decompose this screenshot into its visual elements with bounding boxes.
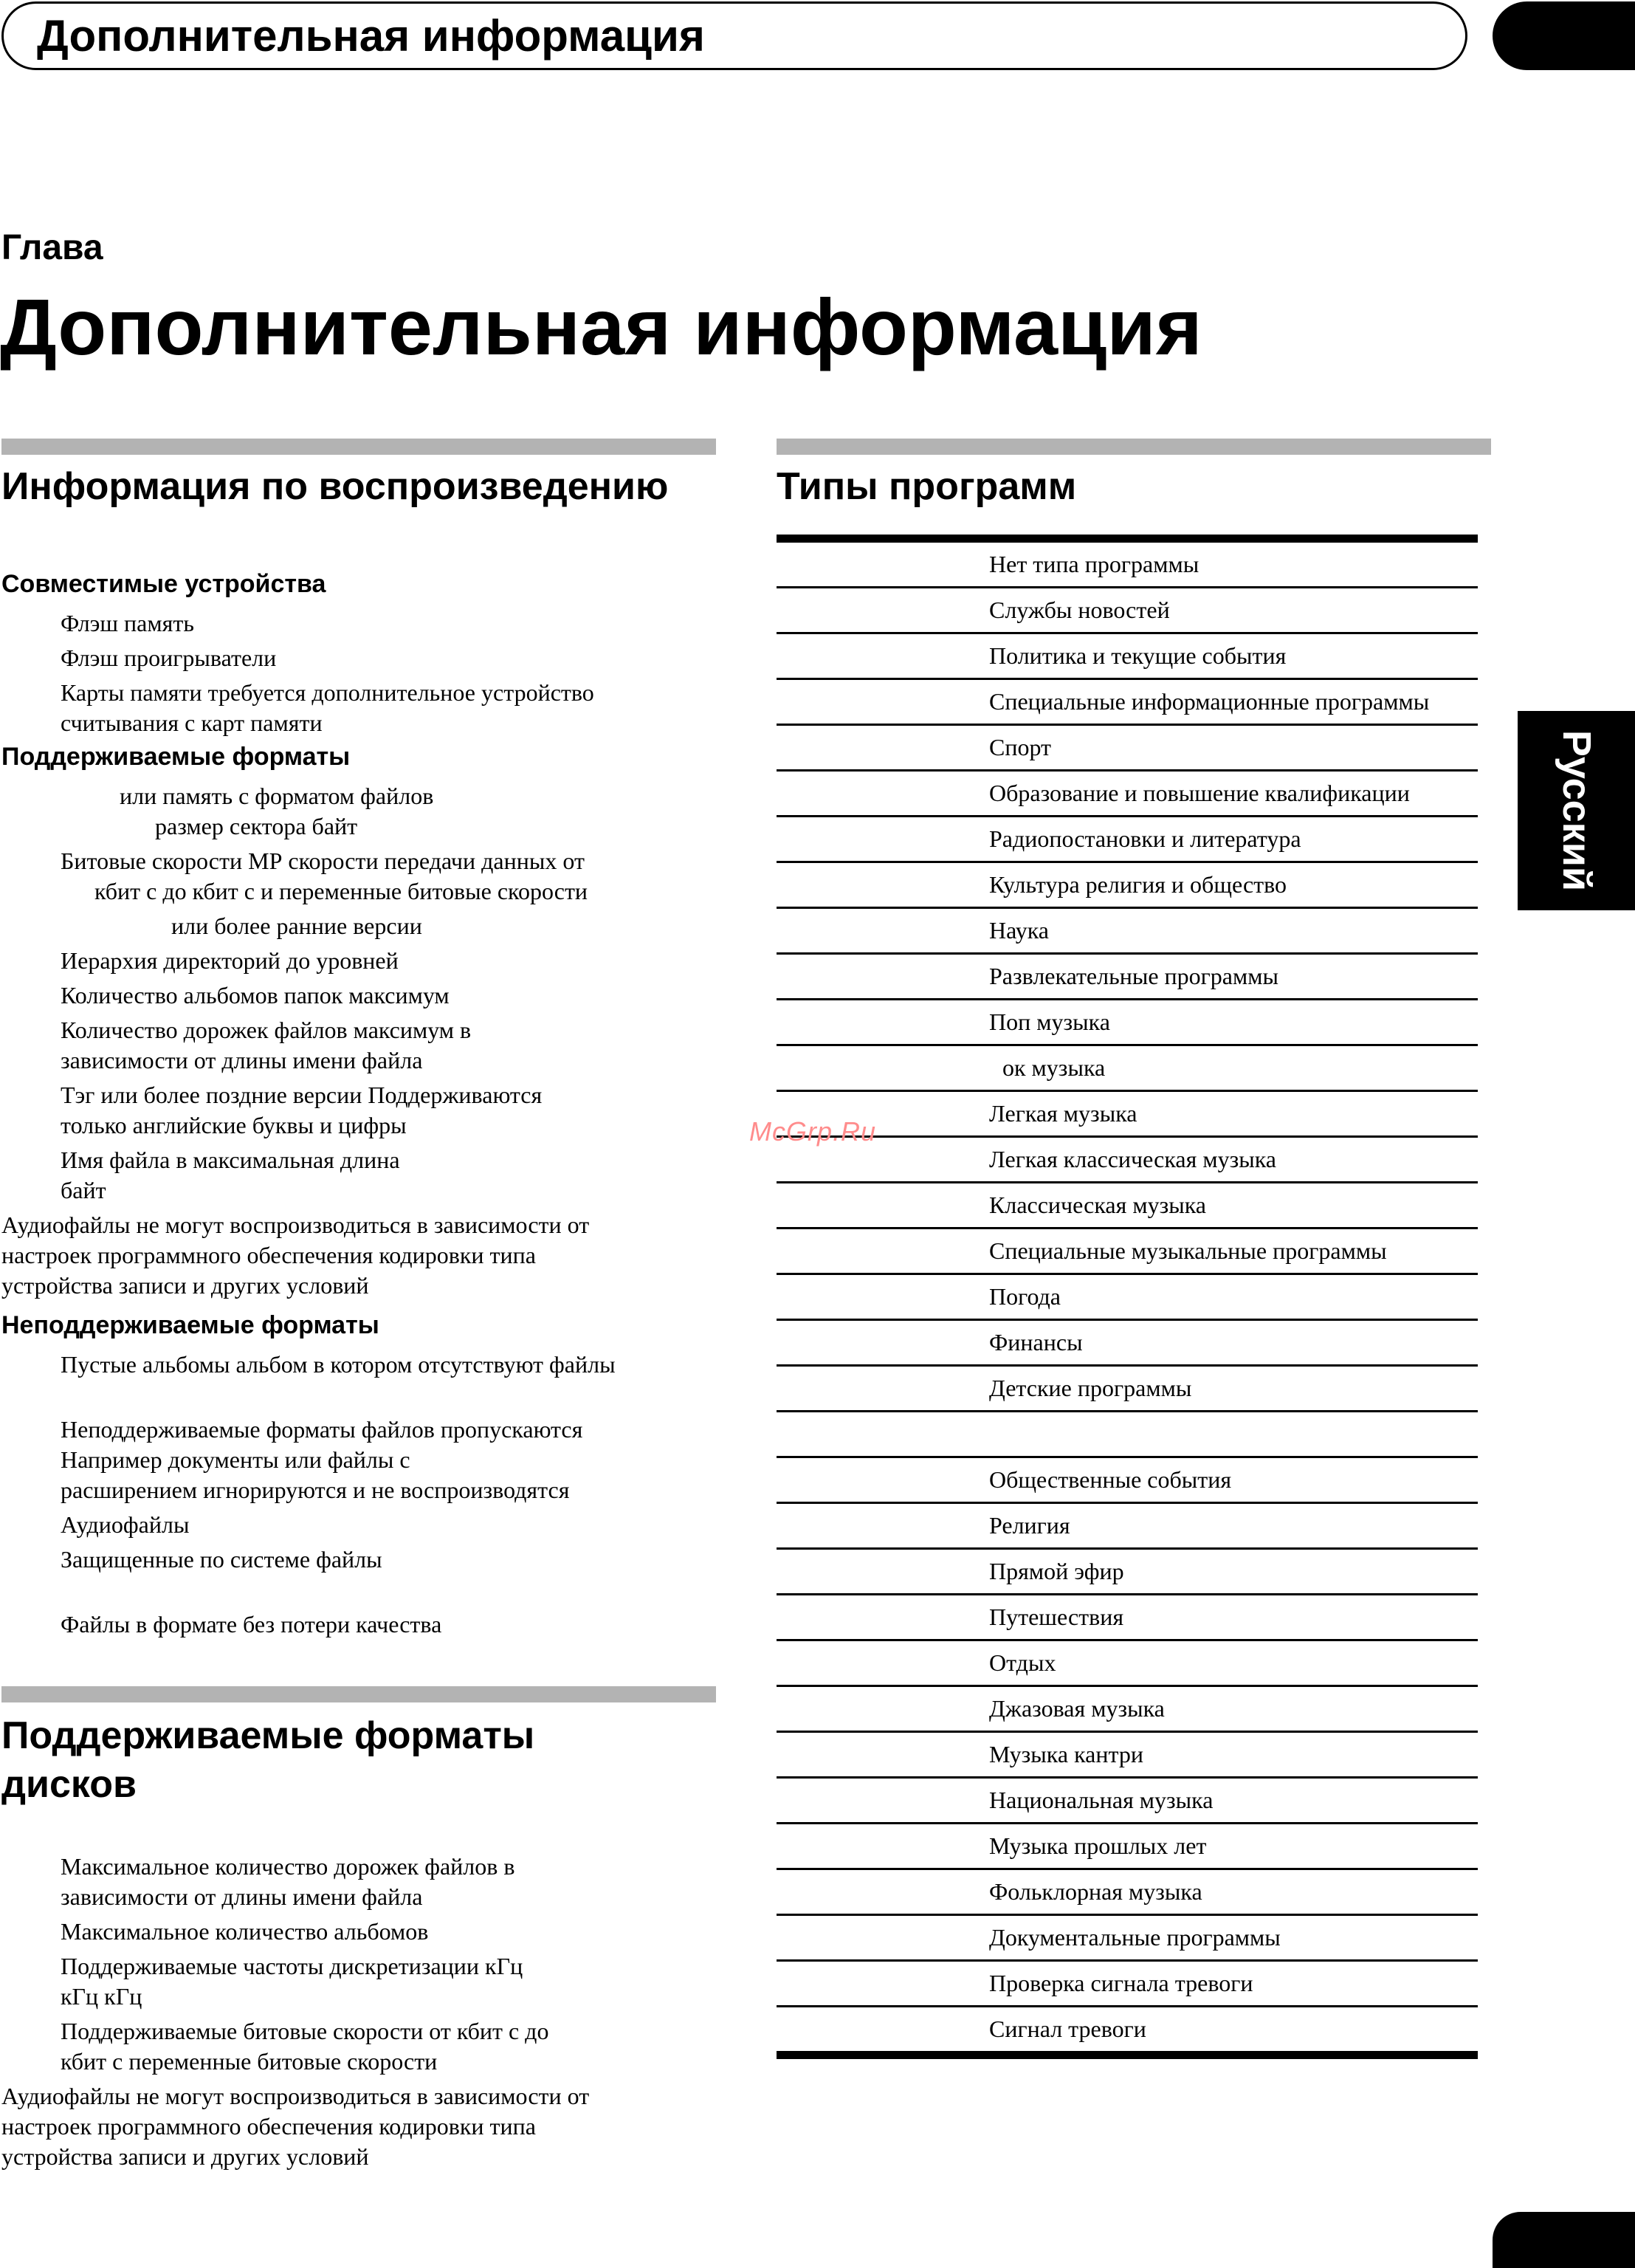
table-row xyxy=(777,1000,1478,1046)
supported-format-line: кбит с до кбит с и переменные битовые скорости xyxy=(94,878,588,904)
page-number-tab xyxy=(1493,2212,1635,2268)
program-type-label: Легкая классическая музыка xyxy=(989,1146,1276,1172)
program-type-label: Религия xyxy=(989,1512,1070,1539)
supported-format-line: Иерархия директорий до уровней xyxy=(61,947,399,974)
table-row xyxy=(777,2007,1478,2051)
program-type-label: Поп музыка xyxy=(989,1008,1110,1035)
program-type-label: Образование и повышение квалификации xyxy=(989,780,1410,806)
disc-format-line: Поддерживаемые битовые скорости от кбит с до xyxy=(61,2018,549,2044)
disc-format-line: кГц кГц xyxy=(61,1983,142,2010)
compatible-device-item: считывания с карт памяти xyxy=(61,709,323,736)
table-row xyxy=(777,1733,1478,1779)
program-type-label: Сигнал тревоги xyxy=(989,2016,1146,2042)
program-type-label: Спорт xyxy=(989,734,1052,760)
unsupported-format-line: Например документы или файлы с xyxy=(61,1446,410,1473)
table-row xyxy=(777,1824,1478,1870)
program-type-label: Общественные события xyxy=(989,1466,1232,1493)
supported-format-line: зависимости от длины имени файла xyxy=(61,1047,423,1073)
section-divider xyxy=(1,439,716,455)
compatible-device-item: Флэш проигрыватели xyxy=(61,645,277,671)
table-row xyxy=(777,680,1478,726)
playback-note-line: настроек программного обеспечения кодировки типа xyxy=(1,1242,536,1268)
table-row xyxy=(777,1870,1478,1916)
program-type-label: Отдых xyxy=(989,1649,1056,1676)
program-type-label: Прямой эфир xyxy=(989,1558,1124,1584)
supported-format-line: Количество альбомов папок максимум xyxy=(61,982,450,1008)
program-type-label: Фольклорная музыка xyxy=(989,1878,1202,1905)
table-top-rule xyxy=(777,535,1478,543)
program-type-label: Путешествия xyxy=(989,1604,1124,1630)
table-bottom-rule xyxy=(777,2051,1478,2059)
table-row xyxy=(777,772,1478,817)
table-row xyxy=(777,1275,1478,1321)
table-row xyxy=(777,1962,1478,2007)
table-row xyxy=(777,1367,1478,1412)
unsupported-formats-title: Неподдерживаемые форматы xyxy=(1,1311,379,1339)
supported-format-line: Количество дорожек файлов максимум в xyxy=(61,1017,472,1043)
unsupported-format-line: Пустые альбомы альбом в котором отсутствуют файлы xyxy=(61,1351,616,1378)
disc-formats-title: дисков xyxy=(1,1763,137,1806)
disc-note-line: Аудиофайлы не могут воспроизводиться в зависимости от xyxy=(1,2083,590,2109)
language-tab-label: Русский xyxy=(1554,729,1599,892)
section-divider xyxy=(1,1686,716,1702)
program-type-label: Музыка кантри xyxy=(989,1741,1143,1767)
table-row xyxy=(777,1595,1478,1641)
supported-format-line: только английские буквы и цифры xyxy=(61,1112,407,1138)
playback-section-title: Информация по воспроизведению xyxy=(1,465,669,508)
program-type-label: Классическая музыка xyxy=(989,1192,1206,1218)
program-type-label: Культура религия и общество xyxy=(989,871,1287,898)
program-type-label: Музыка прошлых лет xyxy=(989,1832,1207,1859)
table-row xyxy=(777,1916,1478,1962)
header-title: Дополнительная информация xyxy=(37,11,705,61)
supported-format-line: байт xyxy=(61,1177,106,1203)
chapter-title: Дополнительная информация xyxy=(0,282,1202,371)
supported-format-line: или более ранние версии xyxy=(171,913,422,939)
table-row xyxy=(777,588,1478,634)
program-type-label: Радиопостановки и литература xyxy=(989,825,1301,852)
program-type-label: Джазовая музыка xyxy=(989,1695,1165,1722)
table-row xyxy=(777,817,1478,863)
disc-note-line: настроек программного обеспечения кодировки типа xyxy=(1,2113,536,2140)
chapter-label: Глава xyxy=(1,228,103,267)
compatible-devices-title: Совместимые устройства xyxy=(1,570,326,598)
table-row xyxy=(777,1321,1478,1367)
disc-formats-title: Поддерживаемые форматы xyxy=(1,1714,535,1757)
program-type-label: Финансы xyxy=(989,1329,1083,1355)
program-type-label: Детские программы xyxy=(989,1375,1192,1401)
program-type-label: Специальные музыкальные программы xyxy=(989,1237,1387,1264)
supported-format-line: Битовые скорости МР скорости передачи данных от xyxy=(61,848,585,874)
disc-note-line: устройства записи и других условий xyxy=(1,2143,369,2170)
program-type-label: Документальные программы xyxy=(989,1924,1281,1951)
table-row xyxy=(777,634,1478,680)
disc-format-line: Максимальное количество дорожек файлов в xyxy=(61,1853,515,1880)
compatible-device-item: Флэш память xyxy=(61,610,194,636)
program-type-label: Погода xyxy=(989,1283,1061,1310)
program-type-label: Проверка сигнала тревоги xyxy=(989,1970,1253,1996)
program-type-label: Легкая музыка xyxy=(989,1100,1137,1127)
supported-format-line: или память с форматом файлов xyxy=(120,783,434,809)
program-type-label: Службы новостей xyxy=(989,597,1170,623)
table-row xyxy=(777,726,1478,772)
program-type-label: Развлекательные программы xyxy=(989,963,1278,989)
unsupported-format-line: Неподдерживаемые форматы файлов пропускаются xyxy=(61,1416,583,1443)
disc-format-line: кбит с переменные битовые скорости xyxy=(61,2048,438,2075)
program-type-label: Наука xyxy=(989,917,1049,944)
playback-note-line: устройства записи и других условий xyxy=(1,1272,369,1299)
program-type-label: ок музыка xyxy=(1002,1054,1106,1081)
table-row xyxy=(777,1687,1478,1733)
table-row xyxy=(777,543,1478,588)
table-row xyxy=(777,1641,1478,1687)
table-row xyxy=(777,1229,1478,1275)
disc-format-line: Поддерживаемые частоты дискретизации кГц xyxy=(61,1953,523,1979)
supported-format-line: размер сектора байт xyxy=(155,813,358,839)
language-tab xyxy=(1518,711,1635,910)
program-type-label: Политика и текущие события xyxy=(989,642,1287,669)
watermark: McGrp.Ru xyxy=(749,1116,877,1147)
program-type-label: Национальная музыка xyxy=(989,1787,1214,1813)
table-row xyxy=(777,1138,1478,1183)
playback-note-line: Аудиофайлы не могут воспроизводиться в зависимости от xyxy=(1,1212,590,1238)
table-row xyxy=(777,1458,1478,1504)
table-row xyxy=(777,1779,1478,1824)
unsupported-format-line: Защищенные по системе файлы xyxy=(61,1546,382,1573)
section-divider xyxy=(777,439,1491,455)
supported-formats-title: Поддерживаемые форматы xyxy=(1,743,351,771)
table-row xyxy=(777,1092,1478,1138)
program-type-label: Специальные информационные программы xyxy=(989,688,1430,715)
program-types-title: Типы программ xyxy=(777,465,1077,508)
supported-format-line: Имя файла в максимальная длина xyxy=(61,1147,400,1173)
table-row xyxy=(777,863,1478,909)
table-row xyxy=(777,909,1478,955)
disc-format-line: зависимости от длины имени файла xyxy=(61,1883,423,1910)
table-row xyxy=(777,1046,1478,1092)
program-types-table xyxy=(777,535,1478,2059)
unsupported-format-line: Файлы в формате без потери качества xyxy=(61,1611,442,1638)
table-row xyxy=(777,1550,1478,1595)
program-type-label: Нет типа программы xyxy=(989,551,1199,577)
table-row xyxy=(777,1183,1478,1229)
table-row xyxy=(777,1504,1478,1550)
table-row xyxy=(777,1412,1478,1458)
compatible-device-item: Карты памяти требуется дополнительное устройство xyxy=(61,679,594,706)
disc-format-line: Максимальное количество альбомов xyxy=(61,1918,429,1945)
table-row xyxy=(777,955,1478,1000)
unsupported-format-line: расширением игнорируются и не воспроизводятся xyxy=(61,1477,570,1503)
header-chapter-tab xyxy=(1493,1,1635,70)
unsupported-format-line: Аудиофайлы xyxy=(61,1511,190,1538)
supported-format-line: Тэг или более поздние версии Поддерживаются xyxy=(61,1082,543,1108)
